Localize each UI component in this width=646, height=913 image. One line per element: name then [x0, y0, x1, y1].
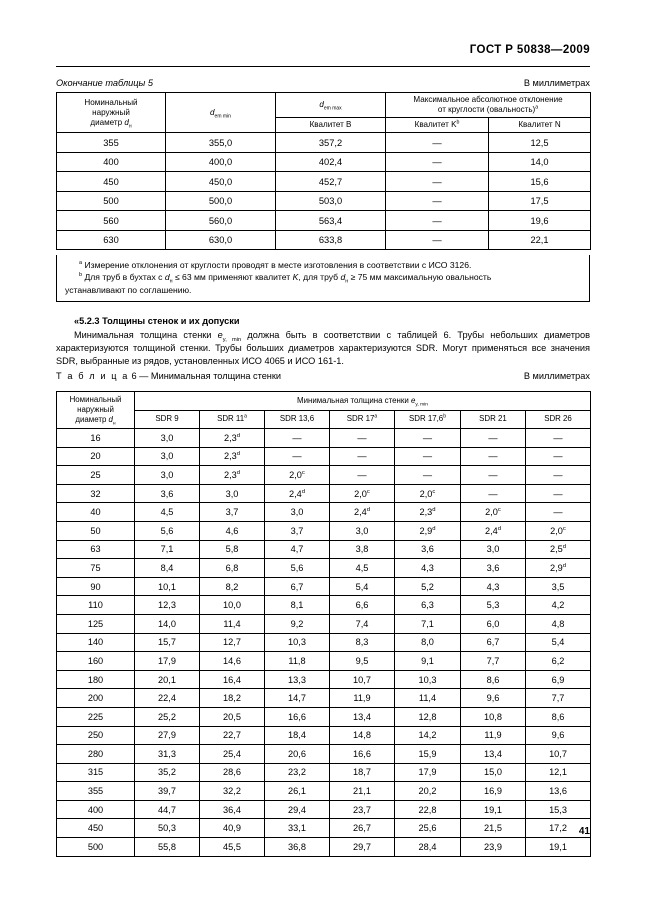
table-row [57, 133, 591, 153]
table-cell: 3,0 [135, 429, 200, 448]
table-row [57, 614, 591, 633]
table5-col-kvalitet-b: Квалитет B [276, 118, 386, 133]
table-cell: 18,4 [265, 726, 330, 745]
table-cell: 22,1 [489, 230, 591, 250]
table-cell: 29,4 [265, 800, 330, 819]
table6-col-sdr-26: SDR 26 [526, 410, 591, 429]
table6-col-group-wall-thickness: Минимальная толщина стенки $e_{y, min}$ [135, 392, 591, 411]
table-cell: 3,5 [526, 577, 591, 596]
table-cell: — [526, 466, 591, 485]
table-row [57, 838, 591, 857]
table-cell: 3,6 [461, 559, 526, 578]
table-cell-diameter: 25 [57, 466, 135, 485]
table-cell: — [461, 484, 526, 503]
page-number: 41 [578, 826, 590, 837]
table-cell-diameter: 315 [57, 763, 135, 782]
table-cell: 2,0$^c$ [461, 503, 526, 522]
table-cell: 13,3 [265, 670, 330, 689]
table5-footnote-a: $^a$ Измерение отклонения от круглости проводят в месте изготовления в соответствии с ИСО 3126. [79, 260, 472, 270]
table-cell: 4,3 [395, 559, 461, 578]
table-cell: 8,2 [200, 577, 265, 596]
table5-col-kvalitet-k: Квалитет $K^b$ [386, 118, 489, 133]
table-cell: 400 [57, 152, 166, 172]
table-cell: 40,9 [200, 819, 265, 838]
table-cell: 7,4 [330, 614, 395, 633]
table5-body [57, 133, 591, 250]
table-cell: 13,6 [526, 782, 591, 801]
table-cell: 2,4$^d$ [330, 503, 395, 522]
table-cell: 8,3 [330, 633, 395, 652]
table-cell: 10,7 [330, 670, 395, 689]
table-row [57, 559, 591, 578]
table-cell: 21,5 [461, 819, 526, 838]
table-cell-diameter: 140 [57, 633, 135, 652]
table-cell: 25,4 [200, 745, 265, 764]
table6-header-row-1 [57, 392, 591, 411]
table-row [57, 211, 591, 231]
table-cell: 6,6 [330, 596, 395, 615]
table-cell: 19,6 [489, 211, 591, 231]
table-cell: 4,5 [135, 503, 200, 522]
table-cell-diameter: 90 [57, 577, 135, 596]
table-cell-diameter: 110 [57, 596, 135, 615]
table-cell: 11,9 [461, 726, 526, 745]
table-cell: 2,3$^d$ [200, 447, 265, 466]
table-cell: 22,8 [395, 800, 461, 819]
table-cell: 27,9 [135, 726, 200, 745]
table-cell: 563,4 [276, 211, 386, 231]
table5-caption-left: Окончание таблицы 5 [56, 78, 153, 88]
table-row [57, 707, 591, 726]
table-cell: — [461, 447, 526, 466]
table-cell: 6,3 [395, 596, 461, 615]
table-cell: 35,2 [135, 763, 200, 782]
table-cell: 357,2 [276, 133, 386, 153]
table-cell: 14,2 [395, 726, 461, 745]
table-cell: — [386, 172, 489, 192]
table-cell: 4,3 [461, 577, 526, 596]
table-row [57, 763, 591, 782]
table-cell: 355,0 [166, 133, 276, 153]
table-cell-diameter: 75 [57, 559, 135, 578]
table-cell: 31,3 [135, 745, 200, 764]
table-cell: 7,7 [526, 689, 591, 708]
table-cell: 6,9 [526, 670, 591, 689]
table-cell-diameter: 450 [57, 819, 135, 838]
table-cell-diameter: 400 [57, 800, 135, 819]
table6-col-sdr-13-6: SDR 13,6 [265, 410, 330, 429]
table-cell: 560,0 [166, 211, 276, 231]
table-cell: 11,4 [395, 689, 461, 708]
table-row [57, 745, 591, 764]
table-cell: 33,1 [265, 819, 330, 838]
table-cell: — [526, 503, 591, 522]
table-cell: 6,8 [200, 559, 265, 578]
table-cell: 16,6 [330, 745, 395, 764]
table-cell: 12,5 [489, 133, 591, 153]
table-cell-diameter: 180 [57, 670, 135, 689]
table-row [57, 172, 591, 192]
table-cell: 6,2 [526, 652, 591, 671]
table-cell: 15,0 [461, 763, 526, 782]
table-cell: 2,9$^d$ [395, 521, 461, 540]
table-cell: 10,0 [200, 596, 265, 615]
table-cell: 2,5$^d$ [526, 540, 591, 559]
table5-col-kvalitet-n: Квалитет N [489, 118, 591, 133]
table-row [57, 230, 591, 250]
table-cell: 5,3 [461, 596, 526, 615]
table-cell: 8,6 [526, 707, 591, 726]
table-cell: — [395, 447, 461, 466]
table-cell: 14,8 [330, 726, 395, 745]
table-cell: 3,8 [330, 540, 395, 559]
table-cell: 2,4$^d$ [461, 521, 526, 540]
table-cell: 3,0 [265, 503, 330, 522]
table-cell-diameter: 355 [57, 782, 135, 801]
table-cell: 32,2 [200, 782, 265, 801]
table-cell: — [330, 429, 395, 448]
table-cell: 14,0 [489, 152, 591, 172]
table-cell: 23,9 [461, 838, 526, 857]
table-row [57, 521, 591, 540]
table5-caption [56, 78, 590, 88]
table-cell: — [265, 429, 330, 448]
table-cell: 7,1 [395, 614, 461, 633]
table-cell: 4,5 [330, 559, 395, 578]
section-5-2-3 [56, 315, 590, 368]
table6-col-sdr-21: SDR 21 [461, 410, 526, 429]
table-cell: 15,9 [395, 745, 461, 764]
table-cell: 20,2 [395, 782, 461, 801]
table-cell: 450 [57, 172, 166, 192]
table-cell-diameter: 250 [57, 726, 135, 745]
table-cell: 15,6 [489, 172, 591, 192]
table-cell: 39,7 [135, 782, 200, 801]
table-cell: 3,6 [395, 540, 461, 559]
table-cell: 2,3$^d$ [200, 429, 265, 448]
table-cell: 5,6 [265, 559, 330, 578]
table-cell: 4,7 [265, 540, 330, 559]
table6-caption-left: Т а б л и ц а 6 — Минимальная толщина стенки [56, 371, 282, 381]
table-cell: — [526, 429, 591, 448]
table-cell: 2,3$^d$ [395, 503, 461, 522]
table5-units-label: В миллиметрах [523, 78, 590, 88]
table-cell: 21,1 [330, 782, 395, 801]
table-cell: — [330, 447, 395, 466]
table-row [57, 800, 591, 819]
table-cell: 4,6 [200, 521, 265, 540]
table5-col-dem-min: $d_{em min}$ [166, 93, 276, 133]
table-cell: 10,3 [265, 633, 330, 652]
table-cell: 28,4 [395, 838, 461, 857]
table-cell: 15,7 [135, 633, 200, 652]
table-cell: 55,8 [135, 838, 200, 857]
table-cell-diameter: 500 [57, 838, 135, 857]
table-cell: 2,0$^c$ [265, 466, 330, 485]
table-cell: 26,7 [330, 819, 395, 838]
table-cell: 7,7 [461, 652, 526, 671]
table-row [57, 503, 591, 522]
table-cell: 5,8 [200, 540, 265, 559]
table6-body [57, 429, 591, 857]
table-cell: 8,6 [461, 670, 526, 689]
table-cell: 11,4 [200, 614, 265, 633]
table-cell: 450,0 [166, 172, 276, 192]
table-cell: 5,4 [330, 577, 395, 596]
table-cell: 503,0 [276, 191, 386, 211]
table-cell: 400,0 [166, 152, 276, 172]
table-cell: 13,4 [330, 707, 395, 726]
table-cell: — [330, 466, 395, 485]
section-5-2-3-paragraph: Минимальная толщина стенки $e_{y, min}$ должна быть в соответствии с таблицей 6. Трубы небольших диаметров характеризуются толщиной стенки. Трубы больших диаметров характеризуются SDR. Могут применяться все значения SDR, выбранные из рядов, установленных ИСО 4065 и ИСО 161-1. [56, 330, 591, 367]
table-cell: 3,0 [461, 540, 526, 559]
table-cell-diameter: 20 [57, 447, 135, 466]
table5-footnote-b: $^b$ Для труб в бухтах с $d_н \le 63$ мм применяют квалитет K, для труб $d_н \ge 75$ мм максимальную овальность [79, 272, 492, 286]
table6 [56, 391, 591, 857]
table-cell: — [395, 429, 461, 448]
table-cell: 16,9 [461, 782, 526, 801]
table-cell: 10,3 [395, 670, 461, 689]
table-cell: 23,2 [265, 763, 330, 782]
table-cell: — [386, 191, 489, 211]
table-cell: 6,7 [265, 577, 330, 596]
table6-units-label: В миллиметрах [523, 371, 590, 381]
table-cell: 18,7 [330, 763, 395, 782]
table-cell: 14,7 [265, 689, 330, 708]
table-row [57, 577, 591, 596]
table-row [57, 689, 591, 708]
table-row [57, 152, 591, 172]
table-cell: 17,9 [395, 763, 461, 782]
table-cell: 3,7 [265, 521, 330, 540]
table5-footnote-b-cont: устанавливают по соглашению. [65, 284, 192, 295]
table5-footnotes [56, 255, 590, 302]
table-cell: 8,0 [395, 633, 461, 652]
table-cell: 11,9 [330, 689, 395, 708]
table-cell: 20,1 [135, 670, 200, 689]
table6-caption [56, 371, 590, 381]
table-cell: 12,7 [200, 633, 265, 652]
table-cell-diameter: 16 [57, 429, 135, 448]
table6-col-sdr-17: SDR 17$^a$ [330, 410, 395, 429]
table-cell: — [461, 429, 526, 448]
table-cell: 630 [57, 230, 166, 250]
table-cell: 9,6 [461, 689, 526, 708]
table5-head [57, 93, 591, 133]
table-cell: — [526, 484, 591, 503]
table-cell: 2,0$^c$ [526, 521, 591, 540]
table-cell: 7,1 [135, 540, 200, 559]
table-cell: 560 [57, 211, 166, 231]
table-cell: 20,6 [265, 745, 330, 764]
table-row [57, 726, 591, 745]
table-cell: 14,6 [200, 652, 265, 671]
table-cell: 2,0$^c$ [330, 484, 395, 503]
table-cell: 2,3$^d$ [200, 466, 265, 485]
standard-header: ГОСТ Р 50838—2009 [469, 44, 590, 56]
table-cell: 15,3 [526, 800, 591, 819]
table-cell: 17,9 [135, 652, 200, 671]
table-cell: 500 [57, 191, 166, 211]
table-cell: 28,6 [200, 763, 265, 782]
table6-col-nominal-diameter: Номинальный наружный диаметр $d_н$ [57, 392, 135, 429]
table-cell: 44,7 [135, 800, 200, 819]
table-row [57, 540, 591, 559]
table-cell: — [386, 152, 489, 172]
table-cell: 50,3 [135, 819, 200, 838]
table-cell: — [265, 447, 330, 466]
table-cell: 12,1 [526, 763, 591, 782]
table-cell: 10,1 [135, 577, 200, 596]
table-cell: 402,4 [276, 152, 386, 172]
table-cell-diameter: 40 [57, 503, 135, 522]
table-cell: 9,2 [265, 614, 330, 633]
table-row [57, 596, 591, 615]
table-cell: 29,7 [330, 838, 395, 857]
table-cell-diameter: 50 [57, 521, 135, 540]
table-cell: 5,6 [135, 521, 200, 540]
table-cell-diameter: 125 [57, 614, 135, 633]
table-cell: 18,2 [200, 689, 265, 708]
table-cell: 8,1 [265, 596, 330, 615]
table-cell-diameter: 160 [57, 652, 135, 671]
table-cell: — [386, 230, 489, 250]
table-cell: 355 [57, 133, 166, 153]
table-cell: 14,0 [135, 614, 200, 633]
table-cell: 17,2 [526, 819, 591, 838]
table-cell: 17,5 [489, 191, 591, 211]
table-cell: 16,4 [200, 670, 265, 689]
table-row [57, 670, 591, 689]
table-cell: 45,5 [200, 838, 265, 857]
table-cell: — [386, 133, 489, 153]
table-cell: 630,0 [166, 230, 276, 250]
table-row [57, 466, 591, 485]
header-rule [56, 66, 590, 67]
table-cell: 22,4 [135, 689, 200, 708]
table-cell: 4,2 [526, 596, 591, 615]
table-row [57, 782, 591, 801]
table-cell: 2,0$^c$ [395, 484, 461, 503]
table-cell-diameter: 225 [57, 707, 135, 726]
table-cell: 12,3 [135, 596, 200, 615]
table-cell: 2,9$^d$ [526, 559, 591, 578]
table5-col-nominal-diameter: Номинальный наружный диаметр $d_н$ [57, 93, 166, 133]
table-cell: — [395, 466, 461, 485]
table-cell-diameter: 280 [57, 745, 135, 764]
table-cell: 10,7 [526, 745, 591, 764]
table-cell: 2,4$^d$ [265, 484, 330, 503]
table-cell: 3,0 [200, 484, 265, 503]
table6-header-row-2 [57, 410, 591, 429]
table-cell: 5,4 [526, 633, 591, 652]
table-cell: 13,4 [461, 745, 526, 764]
table-cell: 9,1 [395, 652, 461, 671]
table-cell: 5,2 [395, 577, 461, 596]
table-cell: 9,5 [330, 652, 395, 671]
table-cell: 6,7 [461, 633, 526, 652]
table-cell: 6,0 [461, 614, 526, 633]
table-cell: 16,6 [265, 707, 330, 726]
table-cell: 452,7 [276, 172, 386, 192]
table-cell: 26,1 [265, 782, 330, 801]
table6-col-sdr-11: SDR 11$^a$ [200, 410, 265, 429]
table-cell: 20,5 [200, 707, 265, 726]
table-cell: 3,0 [330, 521, 395, 540]
table-cell-diameter: 63 [57, 540, 135, 559]
table-cell: 25,2 [135, 707, 200, 726]
table-cell: 19,1 [526, 838, 591, 857]
table-row [57, 447, 591, 466]
table5 [56, 92, 591, 250]
table-cell: 11,8 [265, 652, 330, 671]
table5-header-row-1 [57, 93, 591, 118]
table5-col-group-ovality: Максимальное абсолютное отклонение от круглости (овальность)$^a$ [386, 93, 591, 118]
table6-col-sdr-17-6: SDR 17,6$^b$ [395, 410, 461, 429]
table-row [57, 429, 591, 448]
table-cell: 9,6 [526, 726, 591, 745]
table-cell-diameter: 200 [57, 689, 135, 708]
table-cell: 36,4 [200, 800, 265, 819]
table-cell: — [461, 466, 526, 485]
table-row [57, 652, 591, 671]
table-cell: 3,0 [135, 447, 200, 466]
table6-col-sdr-9: SDR 9 [135, 410, 200, 429]
table-row [57, 191, 591, 211]
table-cell: — [386, 211, 489, 231]
table5-col-dem-max: $d_{em max}$ [276, 93, 386, 118]
table-cell: 500,0 [166, 191, 276, 211]
table-cell: 23,7 [330, 800, 395, 819]
table-cell: 3,7 [200, 503, 265, 522]
table-row [57, 484, 591, 503]
table-cell: 22,7 [200, 726, 265, 745]
table-cell: — [526, 447, 591, 466]
table-cell: 3,0 [135, 466, 200, 485]
table-cell: 4,8 [526, 614, 591, 633]
table-cell: 633,8 [276, 230, 386, 250]
table-cell: 19,1 [461, 800, 526, 819]
section-5-2-3-heading: «5.2.3 Толщины стенок и их допуски [74, 316, 240, 326]
table-cell: 12,8 [395, 707, 461, 726]
table-cell: 3,6 [135, 484, 200, 503]
table-cell: 10,8 [461, 707, 526, 726]
table-cell: 36,8 [265, 838, 330, 857]
table6-head [57, 392, 591, 429]
table-cell-diameter: 32 [57, 484, 135, 503]
table-row [57, 633, 591, 652]
table-cell: 25,6 [395, 819, 461, 838]
table-cell: 8,4 [135, 559, 200, 578]
